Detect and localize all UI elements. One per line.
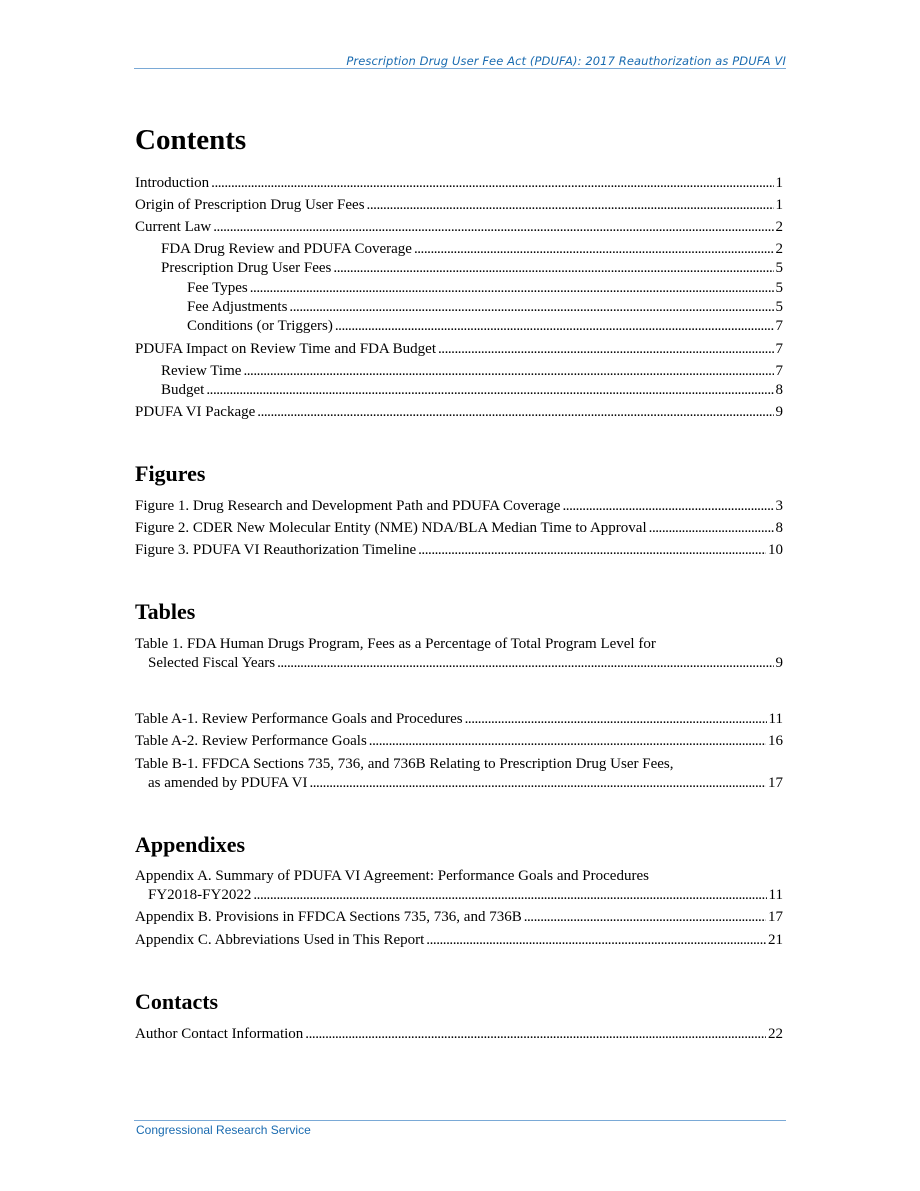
table-entry[interactable]: as amended by PDUFA VI . . . 17 <box>148 774 783 792</box>
toc-entry[interactable]: Budget . . . 8 <box>161 381 783 399</box>
contacts-heading: Contacts <box>135 989 219 1014</box>
footer-rule <box>134 1120 786 1121</box>
toc-page-number: 7 <box>775 363 783 379</box>
table-entry-first-line[interactable]: Table B-1. FFDCA Sections 735, 736, and 736B Relating to Prescription Drug User Fees, <box>135 756 674 772</box>
toc-page-number: 1 <box>775 175 783 191</box>
table-entry-first-line[interactable]: Table 1. FDA Human Drugs Program, Fees as a Percentage of Total Program Level for <box>135 636 656 652</box>
appendix-entry[interactable]: FY2018-FY2022 . . . 11 <box>148 886 783 904</box>
toc-page-number: 9 <box>775 655 783 671</box>
toc-page-number: 8 <box>775 520 783 536</box>
appendix-entry[interactable]: Appendix B. Provisions in FFDCA Sections 735, 736, and 736B . . . 17 <box>135 908 783 926</box>
toc-page-number: 22 <box>768 1026 783 1042</box>
toc-page-number: 5 <box>775 260 783 276</box>
toc-entry[interactable]: Review Time . . . 7 <box>161 362 783 380</box>
toc-page-number: 21 <box>768 932 783 948</box>
toc-page-number: 8 <box>775 382 783 398</box>
footer-organization: Congressional Research Service <box>136 1123 311 1137</box>
toc-page-number: 16 <box>768 733 783 749</box>
toc-entry[interactable]: PDUFA Impact on Review Time and FDA Budget . . . 7 <box>135 340 783 358</box>
figures-heading: Figures <box>135 461 206 486</box>
toc-page-number: 10 <box>768 542 783 558</box>
toc-entry[interactable]: Origin of Prescription Drug User Fees . . . 1 <box>135 196 783 214</box>
appendix-entry[interactable]: Appendix C. Abbreviations Used in This Report . . . 21 <box>135 931 783 949</box>
toc-page-number: 3 <box>775 498 783 514</box>
header-rule <box>134 68 786 69</box>
running-header: Prescription Drug User Fee Act (PDUFA): 2017 Reauthorization as PDUFA VI <box>346 54 786 68</box>
appendixes-heading: Appendixes <box>135 832 246 857</box>
toc-page-number: 7 <box>775 341 783 357</box>
table-entry[interactable]: Table A-2. Review Performance Goals . . . 16 <box>135 732 783 750</box>
toc-page-number: 2 <box>775 241 783 257</box>
toc-page-number: 5 <box>775 280 783 296</box>
figure-entry[interactable]: Figure 1. Drug Research and Development Path and PDUFA Coverage . . . 3 <box>135 497 783 515</box>
toc-entry[interactable]: Prescription Drug User Fees . . . 5 <box>161 259 783 277</box>
toc-page-number: 9 <box>775 404 783 420</box>
toc-page-number: 7 <box>775 318 783 334</box>
toc-page-number: 11 <box>768 711 783 727</box>
toc-entry[interactable]: Conditions (or Triggers) . . . 7 <box>187 317 783 335</box>
toc-entry[interactable]: FDA Drug Review and PDUFA Coverage . . . 2 <box>161 240 783 258</box>
figure-entry[interactable]: Figure 3. PDUFA VI Reauthorization Timeline . . . 10 <box>135 541 783 559</box>
appendix-entry-first-line[interactable]: Appendix A. Summary of PDUFA VI Agreement: Performance Goals and Procedures <box>135 868 649 884</box>
table-entry[interactable]: Table A-1. Review Performance Goals and Procedures . . . 11 <box>135 710 783 728</box>
toc-entry[interactable]: Fee Adjustments . . . 5 <box>187 298 783 316</box>
toc-page-number: 1 <box>775 197 783 213</box>
toc-entry[interactable]: Introduction . . . 1 <box>135 174 783 192</box>
toc-page-number: 17 <box>768 909 783 925</box>
toc-page-number: 11 <box>768 887 783 903</box>
contents-heading: Contents <box>135 124 247 156</box>
table-entry[interactable]: Selected Fiscal Years . . . 9 <box>148 654 783 672</box>
toc-page-number: 2 <box>775 219 783 235</box>
tables-heading: Tables <box>135 599 196 624</box>
figure-entry[interactable]: Figure 2. CDER New Molecular Entity (NME) NDA/BLA Median Time to Approval . . . 8 <box>135 519 783 537</box>
toc-entry[interactable]: PDUFA VI Package . . . 9 <box>135 403 783 421</box>
toc-page-number: 17 <box>768 775 783 791</box>
toc-page-number: 5 <box>775 299 783 315</box>
toc-entry[interactable]: Current Law . . . 2 <box>135 218 783 236</box>
contact-entry[interactable]: Author Contact Information . . . 22 <box>135 1025 783 1043</box>
toc-entry[interactable]: Fee Types . . . 5 <box>187 279 783 297</box>
